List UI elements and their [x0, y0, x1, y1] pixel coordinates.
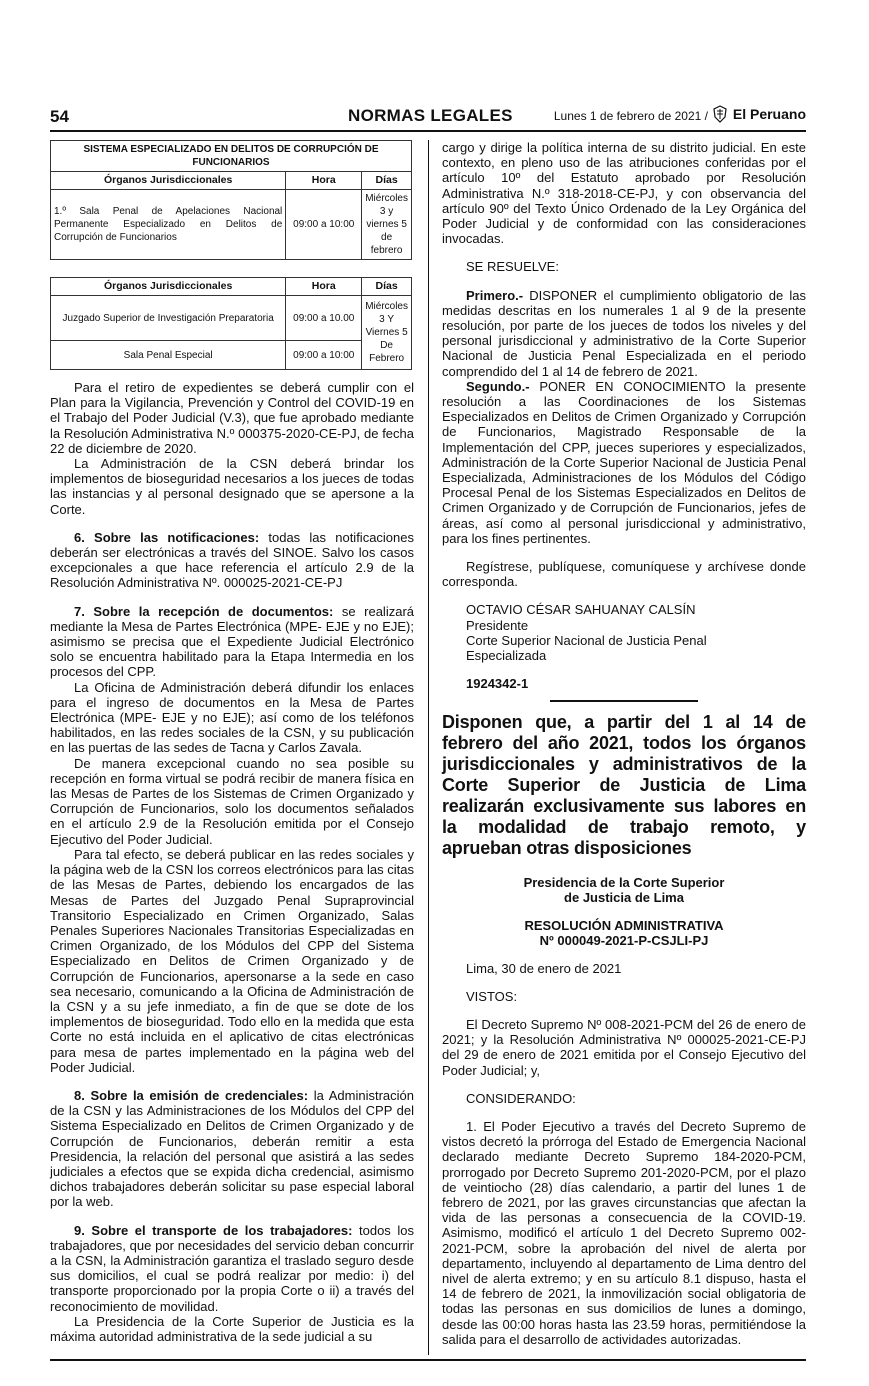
- paragraph: Para el retiro de expedientes se deberá cumplir con el Plan para la Vigilancia, Prevención y Control del COVID-19 en el Trabajo del Poder Judicial (V.3), que fue aprobado mediante la Resolución Administrativa N.º 000375-2020-CE-PJ, de fecha 22 de diciembre de 2020.: [50, 380, 414, 456]
- signer-org: Especializada: [466, 648, 547, 664]
- table-header: Órganos Jurisdiccionales: [51, 172, 286, 190]
- paragraph: [50, 1088, 414, 1210]
- paragraph-body: se realizará mediante la Mesa de Partes Electrónica (MPE- EJE y no EJE); asimismo se precisa que el Expediente Judicial Electrónico solo se encuentra habilitado para la Etapa Intermedia en los procesos del CPP.: [50, 603, 414, 680]
- newspaper-name: El Peruano: [732, 106, 806, 122]
- resolution-number: Nº 000049-2021-P-CSJLI-PJ: [539, 932, 709, 948]
- resuelve-heading: SE RESUELVE:: [466, 259, 559, 275]
- signer-name: OCTAVIO CÉSAR SAHUANAY CALSÍN: [466, 602, 696, 618]
- table-header: Días: [362, 172, 412, 190]
- table-header: Hora: [286, 172, 362, 190]
- issuer: de Justicia de Lima: [564, 889, 684, 905]
- section-title: NORMAS LEGALES: [348, 106, 513, 125]
- paragraph: Regístrese, publíquese, comuníquese y archívese donde corresponda.: [442, 559, 806, 590]
- signer-org: Corte Superior Nacional de Justicia Penal: [466, 632, 707, 648]
- paragraph-body: DISPONER el cumplimiento obligatorio de las medidas descritas en los numerales 1 al 9 de la presente resolución, por parte de los jueces de todos los niveles y del personal jurisdiccional y administrativo de la Corte Superior Nacional de Justicia Penal Especializada en el periodo comprendido del 1 al 14 de febrero de 2021.: [442, 287, 806, 379]
- table-header: Órganos Jurisdiccionales: [51, 278, 286, 296]
- signature-block: [442, 602, 806, 663]
- section-heading: 7. Sobre la recepción de documentos:: [74, 603, 334, 619]
- table-row: [51, 190, 412, 260]
- column-divider: [428, 140, 429, 1355]
- paragraph: [442, 379, 806, 546]
- paragraph: La Administración de la CSN deberá brindar los implementos de bioseguridad necesarios a los jueces de todas las instancias y al personal designado que se apersone a la Corte.: [50, 456, 414, 517]
- paragraph: 1. El Poder Ejecutivo a través del Decreto Supremo de vistos decretó la prórroga del Estado de Emergencia Nacional declarado mediante Decreto Supremo 184-2020-PCM, prorrogado por Decreto Supremo 201-2020-PCM, por el plazo de veintiocho (28) días calendario, a partir del lunes 1 de febrero de 2021, por las graves circunstancias que afectan la vida de las personas a consecuencia de la COVID-19. Asimismo, modificó el artículo 1 del Decreto Supremo 002-2021-PCM, sobre la aprobación del nivel de alerta por departamento, incluyendo al departamento de Lima dentro del nivel de alerta extremo; y en su artículo 8.1 dispuso, hasta el 14 de febrero de 2021, la inmovilización social obligatoria de todas las personas en sus domicilios de lunes a domingo, desde las 00:00 horas hasta las 23.59 horas, permitiéndose la salida para el desarrollo de actividades autorizadas.: [442, 1118, 806, 1347]
- table-row: [51, 296, 412, 341]
- separator-rule: [550, 700, 698, 702]
- vistos-heading: VISTOS:: [466, 988, 518, 1004]
- article-heading: Segundo.-: [466, 378, 530, 394]
- section-heading: 9. Sobre el transporte de los trabajadores:: [74, 1222, 353, 1238]
- page-number: 54: [50, 107, 69, 126]
- table-cell: Juzgado Superior de Investigación Preparatoria: [51, 296, 286, 341]
- paragraph-body: todos los trabajadores, que por necesidades del servicio deban concurrir a la CSN, la Administración garantiza el traslado seguro desde sus domicilios, el cual se podrá realizar por medio: i) del transporte proporcionado por la propia Corte o ii) a través del reconocimiento de movilidad.: [50, 1222, 414, 1314]
- paragraph-body: la Administración de la CSN y las Administraciones de los Módulos del CPP del Sistema Especializado en Delitos de Crimen Organizado y de Corrupción de Funcionarios, deberán remitir a esta Presidencia, la relación del personal que asistirá a las sedes judiciales a efectos que se expida dicha credencial, asimismo dichos trabajadores deberán solicitar su pase especial laboral por la web.: [50, 1087, 414, 1210]
- table-header: Hora: [286, 278, 362, 296]
- paragraph: La Oficina de Administración deberá difundir los enlaces para el ingreso de documentos en la Mesa de Partes Electrónica (MPE- EJE y no EJE); así como de los teléfonos habilitados, en las redes sociales de la CSN, y su publicación en las puertas de las sedes de Tacna y Carlos Zavala.: [50, 679, 414, 756]
- paragraph: [442, 288, 806, 379]
- table-title: SISTEMA ESPECIALIZADO EN DELITOS DE CORRUPCIÓN DE FUNCIONARIOS: [51, 141, 412, 172]
- header-rule: [50, 130, 806, 132]
- left-column: [50, 140, 414, 1344]
- paragraph: La Presidencia de la Corte Superior de Justicia es la máxima autoridad administrativa de la sede judicial a su: [50, 1313, 414, 1344]
- table-cell: Miércoles 3 y viernes 5 de febrero: [362, 190, 412, 260]
- table-row: [51, 341, 412, 370]
- paragraph: El Decreto Supremo Nº 008-2021-PCM del 26 de enero de 2021; y la Resolución Administrativa Nº 000025-2021-CE-PJ del 29 de enero de 2021 emitida por el Consejo Ejecutivo del Poder Judicial; y,: [442, 1016, 806, 1078]
- paragraph: [50, 604, 414, 680]
- table-cell: 09:00 a 10:00: [286, 190, 362, 260]
- schedule-table-1: [50, 140, 412, 260]
- table-cell: 1.º Sala Penal de Apelaciones Nacional Permanente Especializado en Delitos de Corrupción de Funcionarios: [51, 190, 286, 260]
- paragraph-body: todas las notificaciones deberán ser electrónicas a través del SINOE. Salvo los casos excepcionales a que hace referencia el artículo 2.9 de la Resolución Administrativa Nº. 000025-2021-CE-PJ: [50, 529, 415, 591]
- table-cell: Sala Penal Especial: [51, 341, 286, 370]
- issuer: Presidencia de la Corte Superior: [523, 874, 725, 890]
- article-headline: Disponen que, a partir del 1 al 14 de febrero del año 2021, todos los órganos jurisdiccionales y administrativos de la Corte Superior de Justicia de Lima realizarán exclusivamente sus labores en la modalidad de trabajo remoto, y aprueban otras disposiciones: [442, 711, 806, 858]
- table-cell: 09:00 a 10:00: [286, 341, 362, 370]
- signer-role: Presidente: [466, 617, 529, 633]
- place-date: Lima, 30 de enero de 2021: [466, 960, 622, 976]
- table-cell: Miércoles 3 Y Viernes 5 De Febrero: [362, 296, 412, 370]
- paragraph: [50, 1223, 414, 1314]
- table-header: Días: [362, 278, 412, 296]
- right-column: [442, 140, 806, 1347]
- page-header: [50, 104, 806, 132]
- resolution-title: RESOLUCIÓN ADMINISTRATIVA: [524, 917, 724, 933]
- considerando-heading: CONSIDERANDO:: [466, 1090, 576, 1106]
- publication-code: 1924342-1: [466, 676, 529, 692]
- section-heading: 6. Sobre las notificaciones:: [74, 529, 260, 545]
- paragraph-body: PONER EN CONOCIMIENTO la presente resolución a las Coordinaciones de los Sistemas Especializados en Delitos de Crimen Organizado y Corrupción de Funcionarios, Magistrado Responsable de la Implementación del CPP, jueces superiores y especializados, Administración de la Corte Superior Nacional de Justicia Penal Especializada, Administraciones de los Módulos del Código Procesal Penal de los Sistemas Especializados en Delitos de Crimen Organizado y de Corrupción de Funcionarios, jefes de áreas, así como al personal jurisdiccional y administrativo, para los fines pertinentes.: [442, 378, 806, 546]
- section-heading: 8. Sobre la emisión de credenciales:: [74, 1087, 309, 1103]
- schedule-table-2: [50, 277, 412, 370]
- paragraph: [50, 530, 414, 591]
- table-cell: 09:00 a 10.00: [286, 296, 362, 341]
- coat-of-arms-icon: [712, 105, 728, 123]
- paragraph: Para tal efecto, se deberá publicar en las redes sociales y la página web de la CSN los correos electrónicos para las citas de las Mesas de Partes, debiendo los encargados de las Mesas de Partes del Juzgado Penal Supraprovincial Transitorio Especializado en Crimen Organizado, Salas Penales Superiores Nacionales Transitorias Especializadas en Crimen Organizado, de los Módulos del CPP del Sistema Especializado en Delitos de Crimen Organizado y de Corrupción de Funcionarios, apersonarse a la sede en caso sea necesario, comunicando a la Oficina de Administración de la CSN y a su jefe inmediato, a fin de que se dote de los implementos de bioseguridad. Todo ello en la medida que esta Corte no está incluida en el aplicativo de citas electrónicas para mesa de partes implementado en la página web del Poder Judicial.: [50, 846, 414, 1075]
- paragraph: cargo y dirige la política interna de su distrito judicial. En este contexto, en pleno uso de las atribuciones conferidas por el artículo 10º del Estatuto aprobado por Resolución Administrativa N.º 318-2018-CE-PJ, y con observancia del artículo 90º del Texto Único Ordenado de la Ley Orgánica del Poder Judicial y de conformidad con las consideraciones invocadas.: [442, 140, 806, 247]
- paragraph: De manera excepcional cuando no sea posible su recepción en forma virtual se podrá recibir de manera física en las Mesas de Partes de los Sistemas de Crimen Organizado y Corrupción de Funcionarios, solo los documentos señalados en el artículo 2.9 de la Resolución emitida por el Consejo Ejecutivo del Poder Judicial.: [50, 755, 414, 847]
- issue-date: Lunes 1 de febrero de 2021 /: [553, 109, 708, 123]
- footer-rule: [50, 1359, 806, 1361]
- article-heading: Primero.-: [466, 287, 524, 303]
